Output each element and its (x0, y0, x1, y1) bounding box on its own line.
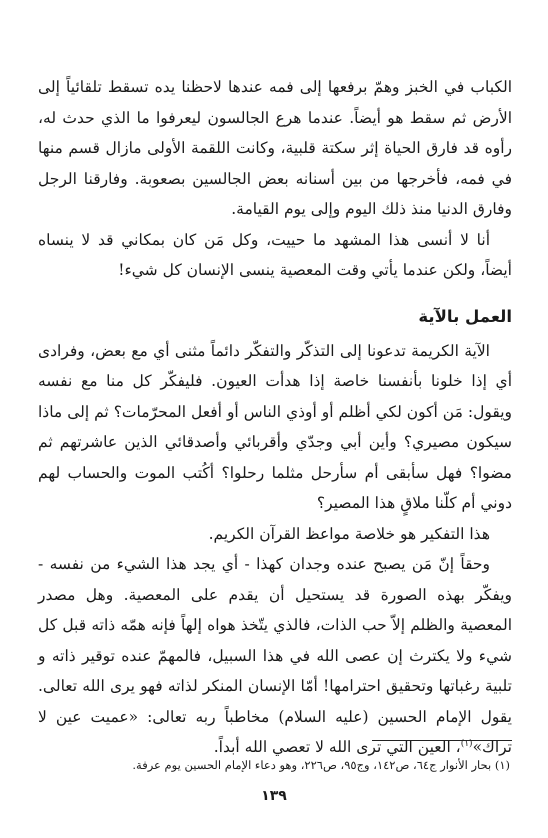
footnote: (١) بحار الأنوار ج٦٤، ص١٤٢، وج٩٥، ص٢٢٦، وهو دعاء الإمام الحسين يوم عرفة. (132, 758, 510, 772)
paragraph-5-text: وحقاً إنّ مَن يصبح عنده وجدان كهذا - أي يجد هذا الشيء من نفسه - ويفكّر بهذه الصورة قد يستحيل أن يقدم على المعصية. وهل مصدر المعصية والظلم إلاّ حب الذات، فالذي يتّخذ هواه إلهاً فإنه همّه ذاته قبل كل شيء ولا يكترث إن عصى الله في هذا السبيل، فالمهمّ عنده توقير ذاته و تلبية رغباتها وتحقيق احترامها! أمّا الإنسان المنكر لذاته فهو يرى الله تعالى. يقول الإمام الحسين (عليه السلام) مخاطباً ربه تعالى: «عميت عين لا تراك» (38, 555, 512, 756)
paragraph-2: أنا لا أنسى هذا المشهد ما حييت، وكل مَن كان بمكاني قد لا ينساه أيضاً، ولكن عندما يأتي وقت المعصية ينسى الإنسان كل شيء! (38, 230, 512, 279)
page-number: ١٣٩ (261, 788, 287, 804)
page-body (38, 72, 512, 763)
footnote-reference: (١) (460, 738, 473, 749)
paragraph-5-end: ، العين التي ترى الله لا تعصي الله أبداً. (213, 738, 461, 756)
section-heading: العمل بالآية (418, 306, 512, 326)
paragraph-3: الآية الكريمة تدعونا إلى التذكّر والتفكّر دائماً مثنى أي مع بعض، وفرادى أي إذا خلونا بأنفسنا خاصة إذا هدأت العيون. فليفكّر كل منا مع نفسه ويقول: مَن أكون لكي أظلم أو أوذي الناس أو أفعل المحرّمات؟ ثم إلى ماذا سيكون مصيري؟ وأين أبي وجدّي وأقربائي وأصدقائي الذين عاشرتهم ثم مضوا؟ فهل سأبقى أم سأرحل مثلما رحلوا؟ أكُتب الموت والحساب لهم دوني أم كلّنا ملاقٍ هذا المصير؟ (38, 341, 512, 512)
paragraph-4: هذا التفكير هو خلاصة مواعظ القرآن الكريم. (208, 524, 490, 543)
paragraph-5 (38, 549, 512, 763)
footnote-divider (372, 740, 512, 741)
paragraph-1: الكباب في الخبز وهمّ برفعها إلى فمه عندها لاحظنا يده تسقط تلقائياً إلى الأرض ثم سقط هو أيضاً. عندما هرع الجالسون ليعرفوا ما الذي حدث له، رأوه قد فارق الحياة إثر سكتة قلبية، وكانت اللقمة الأولى مازال قسم منها في فمه، فأخرجها من بين أسنانه بعض الجالسين بصعوبة. وفارقنا الرجل وفارق الدنيا منذ ذلك اليوم وإلى يوم القيامة. (38, 78, 512, 218)
